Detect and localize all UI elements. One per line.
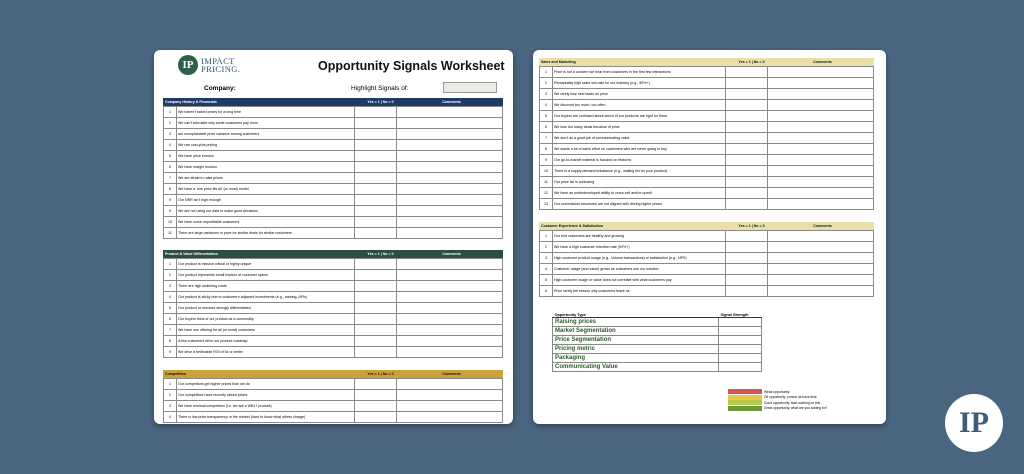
row-number: 8 [164, 184, 177, 195]
row-number: 11 [540, 177, 553, 188]
signal-text: Price rarely the reason why customers leave us [553, 286, 726, 297]
row-number: 2 [164, 390, 177, 401]
section-header [163, 98, 503, 106]
opportunity-row [553, 318, 762, 327]
row-number: 9 [164, 206, 177, 217]
yes-no-cell[interactable] [355, 228, 397, 239]
row-number: 1 [164, 259, 177, 270]
yes-no-cell[interactable] [355, 314, 397, 325]
signal-text: We lose too many deals because of price [553, 122, 726, 133]
yes-no-header: Yes = 1 | No = 0 [367, 100, 394, 104]
section-page1.sections.2 [163, 370, 503, 423]
section-header [163, 250, 503, 258]
comments-cell[interactable] [397, 195, 503, 206]
yes-no-cell[interactable] [355, 336, 397, 347]
opportunity-type: Packaging [553, 354, 719, 363]
yes-no-cell[interactable] [355, 129, 397, 140]
row-number: 10 [164, 217, 177, 228]
yes-no-cell[interactable] [355, 303, 397, 314]
signal-text: Our product represents small fraction of customer spend [177, 270, 355, 281]
company-label: Company: [204, 85, 236, 92]
logo-mark: IP [178, 55, 198, 75]
row-number: 1 [164, 379, 177, 390]
row-number: 2 [164, 118, 177, 129]
highlight-label: Highlight Signals of: [351, 85, 409, 92]
signal-text: Our commission structures are not aligned with driving higher prices [553, 199, 726, 210]
section-page2.sections.0 [539, 58, 874, 210]
yes-no-cell[interactable] [355, 206, 397, 217]
signal-text: Our buyers think of our product as a commodity [177, 314, 355, 325]
row-number: 8 [540, 144, 553, 155]
yes-no-cell[interactable] [726, 275, 768, 286]
table-row [540, 286, 874, 297]
yes-no-cell[interactable] [355, 270, 397, 281]
row-number: 4 [164, 292, 177, 303]
highlight-input[interactable] [443, 82, 497, 93]
table-row [164, 401, 503, 412]
comments-cell[interactable] [397, 184, 503, 195]
row-number: 3 [540, 89, 553, 100]
signal-text: We waste a lot of sales effort on customers who are never going to buy [553, 144, 726, 155]
signal-text: We haven't raised prices for a long time [177, 107, 355, 118]
yes-no-cell[interactable] [355, 107, 397, 118]
signal-text: Customer usage (and value) grows as customers use our solution [553, 264, 726, 275]
signal-text: We have price erosion [177, 151, 355, 162]
row-number: 3 [164, 281, 177, 292]
signal-strength-header: Signal Strength [719, 312, 762, 318]
comments-cell[interactable] [397, 292, 503, 303]
row-number: 7 [540, 133, 553, 144]
signal-strength-cell[interactable] [719, 336, 762, 345]
comments-cell[interactable] [397, 217, 503, 228]
signal-text: We use cost-plus pricing [177, 140, 355, 151]
comments-cell[interactable] [768, 89, 874, 100]
table-row [540, 177, 874, 188]
table-row [540, 67, 874, 78]
legend-item [728, 395, 827, 401]
table-row [540, 242, 874, 253]
section-header [539, 222, 874, 230]
row-number: 6 [164, 314, 177, 325]
comments-cell[interactable] [768, 275, 874, 286]
signal-text: We have minimal competition (i.e. we are a WB17 product) [177, 401, 355, 412]
comments-cell[interactable] [397, 162, 503, 173]
table-row [164, 347, 503, 358]
row-number: 7 [164, 325, 177, 336]
comments-cell[interactable] [768, 166, 874, 177]
signal-text: are unexplainable price variance among customers [177, 129, 355, 140]
legend-swatch [728, 400, 762, 405]
signal-text: We drive a believable ROI of 5x or better [177, 347, 355, 358]
signal-text: High customer product usage (e.g., Volume transactions) or satisfaction (e.g., NPS) [553, 253, 726, 264]
row-number: 4 [540, 100, 553, 111]
table-row [164, 412, 503, 423]
row-number: 8 [164, 336, 177, 347]
opportunity-type: Raising prices [553, 318, 719, 327]
yes-no-cell[interactable] [355, 259, 397, 270]
section-title: Sales and Marketing [541, 60, 576, 64]
table-row [540, 144, 874, 155]
comments-cell[interactable] [768, 242, 874, 253]
row-number: 2 [164, 270, 177, 281]
signal-strength-cell[interactable] [719, 363, 762, 372]
yes-no-cell[interactable] [726, 155, 768, 166]
comments-cell[interactable] [768, 122, 874, 133]
comments-cell[interactable] [397, 228, 503, 239]
comments-cell[interactable] [768, 188, 874, 199]
section-title: Customer Experience & Satisfaction [541, 224, 603, 228]
comments-header: Comments [442, 100, 461, 104]
impact-pricing-watermark: IP [945, 394, 1003, 452]
yes-no-cell[interactable] [355, 151, 397, 162]
legend-swatch [728, 406, 762, 411]
row-number: 5 [164, 151, 177, 162]
signal-text: Our price list is confusing [553, 177, 726, 188]
table-row [540, 155, 874, 166]
yes-no-cell[interactable] [355, 412, 397, 423]
signal-text: Our product or services strongly differentiated [177, 303, 355, 314]
signal-text: Our competitors get higher prices than we do [177, 379, 355, 390]
comments-cell[interactable] [397, 140, 503, 151]
opportunity-row [553, 363, 762, 372]
table-row [164, 314, 503, 325]
row-number: 5 [164, 303, 177, 314]
comments-cell[interactable] [768, 111, 874, 122]
signal-text: There is low price transparency in the market (hard to know what others charge) [177, 412, 355, 423]
signal-text: Our NRR isn't high enough [177, 195, 355, 206]
section-title: Product & Value Differentiation [165, 252, 218, 256]
row-number: 3 [540, 253, 553, 264]
legend-text: Great opportunity, what are you waiting for! [764, 406, 827, 411]
yes-no-cell[interactable] [726, 133, 768, 144]
opportunity-row [553, 327, 762, 336]
table-row [164, 336, 503, 347]
table-row [540, 188, 874, 199]
opportunity-type: Market Segmentation [553, 327, 719, 336]
comments-cell[interactable] [397, 173, 503, 184]
signal-text: Price is not a concern we hear from customers in the first few interactions [553, 67, 726, 78]
section-page1.sections.1 [163, 250, 503, 358]
comments-cell[interactable] [397, 401, 503, 412]
comments-cell[interactable] [768, 144, 874, 155]
legend-text: Good opportunity, start working on this [764, 400, 821, 405]
comments-cell[interactable] [397, 281, 503, 292]
comments-cell[interactable] [397, 303, 503, 314]
signal-text: Our competitors have recently raised prices [177, 390, 355, 401]
row-number: 9 [540, 155, 553, 166]
yes-no-cell[interactable] [726, 177, 768, 188]
section-title: Company History & Financials [165, 100, 217, 104]
row-number: 4 [540, 264, 553, 275]
signal-text: A few customers drive our product roadmap [177, 336, 355, 347]
signal-text: Our go-to-market material is focused on features [553, 155, 726, 166]
table-row [164, 107, 503, 118]
yes-no-cell[interactable] [355, 195, 397, 206]
logo-line-2: PRICING. [201, 64, 241, 74]
row-number: 4 [164, 412, 177, 423]
table-row [164, 281, 503, 292]
signal-text: There is a supply-demand imbalance (e.g., waiting list for your product) [553, 166, 726, 177]
table-row [164, 325, 503, 336]
section-title: Competition [165, 372, 186, 376]
signal-strength-cell[interactable] [719, 345, 762, 354]
table-row [540, 231, 874, 242]
table-row [164, 151, 503, 162]
signal-text: We have some unprofitable customers [177, 217, 355, 228]
table-row [164, 140, 503, 151]
yes-no-cell[interactable] [355, 281, 397, 292]
legend-swatch [728, 395, 762, 400]
table-row [540, 264, 874, 275]
yes-no-cell[interactable] [726, 111, 768, 122]
comments-cell[interactable] [768, 264, 874, 275]
comments-cell[interactable] [768, 155, 874, 166]
comments-cell[interactable] [768, 67, 874, 78]
yes-no-header: Yes = 1 | No = 0 [738, 224, 765, 228]
impact-pricing-logo [178, 55, 240, 75]
row-number: 1 [540, 231, 553, 242]
comments-cell[interactable] [397, 412, 503, 423]
signal-text: Our product is mission critical or highly unique [177, 259, 355, 270]
table-row [164, 270, 503, 281]
row-number: 3 [164, 401, 177, 412]
legend-text: Ok opportunity, pursue as have time [764, 395, 817, 400]
yes-no-cell[interactable] [726, 100, 768, 111]
table-row [540, 89, 874, 100]
comments-cell[interactable] [397, 379, 503, 390]
comments-cell[interactable] [768, 286, 874, 297]
yes-no-cell[interactable] [726, 67, 768, 78]
yes-no-cell[interactable] [355, 162, 397, 173]
signal-strength-cell[interactable] [719, 354, 762, 363]
signal-strength-cell[interactable] [719, 318, 762, 327]
comments-header: Comments [442, 252, 461, 256]
table-row [164, 390, 503, 401]
yes-no-cell[interactable] [355, 292, 397, 303]
comments-header: Comments [813, 60, 832, 64]
opportunity-table [552, 312, 762, 372]
table-row [164, 217, 503, 228]
table-row [164, 206, 503, 217]
signal-text: We have an underdeveloped ability to cross-sell and/or upsell [553, 188, 726, 199]
worksheet-page-1 [154, 50, 513, 424]
yes-no-cell[interactable] [355, 390, 397, 401]
yes-no-header: Yes = 1 | No = 0 [738, 60, 765, 64]
yes-no-cell[interactable] [355, 140, 397, 151]
table-row [540, 100, 874, 111]
table-row [540, 122, 874, 133]
opportunity-row [553, 354, 762, 363]
signal-text: We have one offering for all (or most) customers [177, 325, 355, 336]
yes-no-header: Yes = 1 | No = 0 [367, 252, 394, 256]
legend-swatch [728, 389, 762, 394]
yes-no-cell[interactable] [355, 347, 397, 358]
yes-no-cell[interactable] [355, 217, 397, 228]
table-row [540, 275, 874, 286]
table-row [164, 184, 503, 195]
row-number: 2 [540, 242, 553, 253]
yes-no-cell[interactable] [726, 253, 768, 264]
comments-header: Comments [442, 372, 461, 376]
table-row [164, 292, 503, 303]
signal-text: Our end customers are healthy and growing [553, 231, 726, 242]
table-row [540, 78, 874, 89]
comments-cell[interactable] [768, 231, 874, 242]
table-row [540, 199, 874, 210]
yes-no-cell[interactable] [726, 188, 768, 199]
yes-no-cell[interactable] [355, 325, 397, 336]
row-number: 10 [540, 166, 553, 177]
row-number: 2 [540, 78, 553, 89]
table-row [164, 162, 503, 173]
signal-text: We have a high customer retention rate (92%+) [553, 242, 726, 253]
row-number: 12 [540, 188, 553, 199]
worksheet-page-2 [533, 50, 886, 424]
yes-no-cell[interactable] [355, 401, 397, 412]
comments-cell[interactable] [397, 314, 503, 325]
table-row [540, 253, 874, 264]
table-row [540, 111, 874, 122]
legend-item [728, 400, 827, 406]
section-page2.sections.1 [539, 222, 874, 297]
signal-text: Our buyers are confused about which of our products are right for them [553, 111, 726, 122]
comments-cell[interactable] [768, 199, 874, 210]
table-row [164, 259, 503, 270]
row-number: 3 [164, 129, 177, 140]
signal-text: There are large variances in price for similar deals for similar customers [177, 228, 355, 239]
opportunity-type: Pricing metric [553, 345, 719, 354]
yes-no-cell[interactable] [726, 242, 768, 253]
signal-legend [728, 389, 827, 411]
comments-cell[interactable] [768, 78, 874, 89]
section-header [539, 58, 874, 66]
table-row [164, 303, 503, 314]
worksheet-title: Opportunity Signals Worksheet [318, 59, 505, 73]
comments-cell[interactable] [397, 206, 503, 217]
comments-cell[interactable] [768, 253, 874, 264]
comments-cell[interactable] [768, 177, 874, 188]
signal-text: We have margin erosion [177, 162, 355, 173]
signal-text: We rarely lose new leads on price [553, 89, 726, 100]
section-page1.sections.0 [163, 98, 503, 239]
yes-no-cell[interactable] [726, 199, 768, 210]
row-number: 6 [540, 122, 553, 133]
yes-no-cell[interactable] [355, 173, 397, 184]
comments-cell[interactable] [397, 107, 503, 118]
yes-no-cell[interactable] [726, 89, 768, 100]
yes-no-cell[interactable] [355, 118, 397, 129]
table-row [540, 166, 874, 177]
comments-cell[interactable] [768, 133, 874, 144]
logo-line-1: IMPACT [201, 56, 235, 66]
yes-no-cell[interactable] [726, 264, 768, 275]
row-number: 1 [540, 67, 553, 78]
yes-no-cell[interactable] [355, 184, 397, 195]
opportunity-type-header: Opportunity Type [553, 312, 719, 318]
comments-cell[interactable] [397, 151, 503, 162]
opportunity-row [553, 345, 762, 354]
row-number: 13 [540, 199, 553, 210]
signal-text: We discount too much, too often [553, 100, 726, 111]
legend-item [728, 406, 827, 412]
comments-cell[interactable] [397, 259, 503, 270]
table-row [164, 129, 503, 140]
signal-text: We are afraid to raise prices [177, 173, 355, 184]
comments-cell[interactable] [397, 270, 503, 281]
yes-no-cell[interactable] [726, 122, 768, 133]
yes-no-cell[interactable] [726, 166, 768, 177]
comments-header: Comments [813, 224, 832, 228]
signal-text: There are high switching costs [177, 281, 355, 292]
comments-cell[interactable] [397, 118, 503, 129]
row-number: 9 [164, 195, 177, 206]
comments-cell[interactable] [768, 100, 874, 111]
table-row [164, 195, 503, 206]
signal-text: We have a 'one price fits all' (or most) model [177, 184, 355, 195]
row-number: 9 [164, 347, 177, 358]
legend-text: Weak opportunity [764, 389, 790, 394]
signal-text: High customer usage or value does not correlate with what customers pay [553, 275, 726, 286]
row-number: 5 [540, 275, 553, 286]
yes-no-header: Yes = 1 | No = 0 [367, 372, 394, 376]
row-number: 6 [540, 286, 553, 297]
signal-text: We don't do a good job of communicating value [553, 133, 726, 144]
row-number: 6 [164, 162, 177, 173]
row-number: 1 [164, 107, 177, 118]
yes-no-cell[interactable] [355, 379, 397, 390]
table-row [540, 133, 874, 144]
signal-strength-cell[interactable] [719, 327, 762, 336]
opportunity-type: Communicating Value [553, 363, 719, 372]
comments-cell[interactable] [397, 390, 503, 401]
opportunity-type: Price Segmentation [553, 336, 719, 345]
yes-no-cell[interactable] [726, 144, 768, 155]
row-number: 7 [164, 173, 177, 184]
comments-cell[interactable] [397, 129, 503, 140]
signal-text: Remarkably high sales win-rate for our industry (e.g., 50%+) [553, 78, 726, 89]
signal-text: Our product is sticky due to customer's adjacent investments (e.g., training, APIs) [177, 292, 355, 303]
comments-cell[interactable] [397, 325, 503, 336]
opportunity-row [553, 336, 762, 345]
yes-no-cell[interactable] [726, 78, 768, 89]
row-number: 4 [164, 140, 177, 151]
table-row [164, 228, 503, 239]
yes-no-cell[interactable] [726, 286, 768, 297]
signal-text: We are not using our data to make good decisions [177, 206, 355, 217]
section-header [163, 370, 503, 378]
row-number: 11 [164, 228, 177, 239]
table-row [164, 379, 503, 390]
comments-cell[interactable] [397, 347, 503, 358]
table-row [164, 173, 503, 184]
table-row [164, 118, 503, 129]
row-number: 5 [540, 111, 553, 122]
comments-cell[interactable] [397, 336, 503, 347]
yes-no-cell[interactable] [726, 231, 768, 242]
signal-text: We can't articulate why some customers pay more [177, 118, 355, 129]
